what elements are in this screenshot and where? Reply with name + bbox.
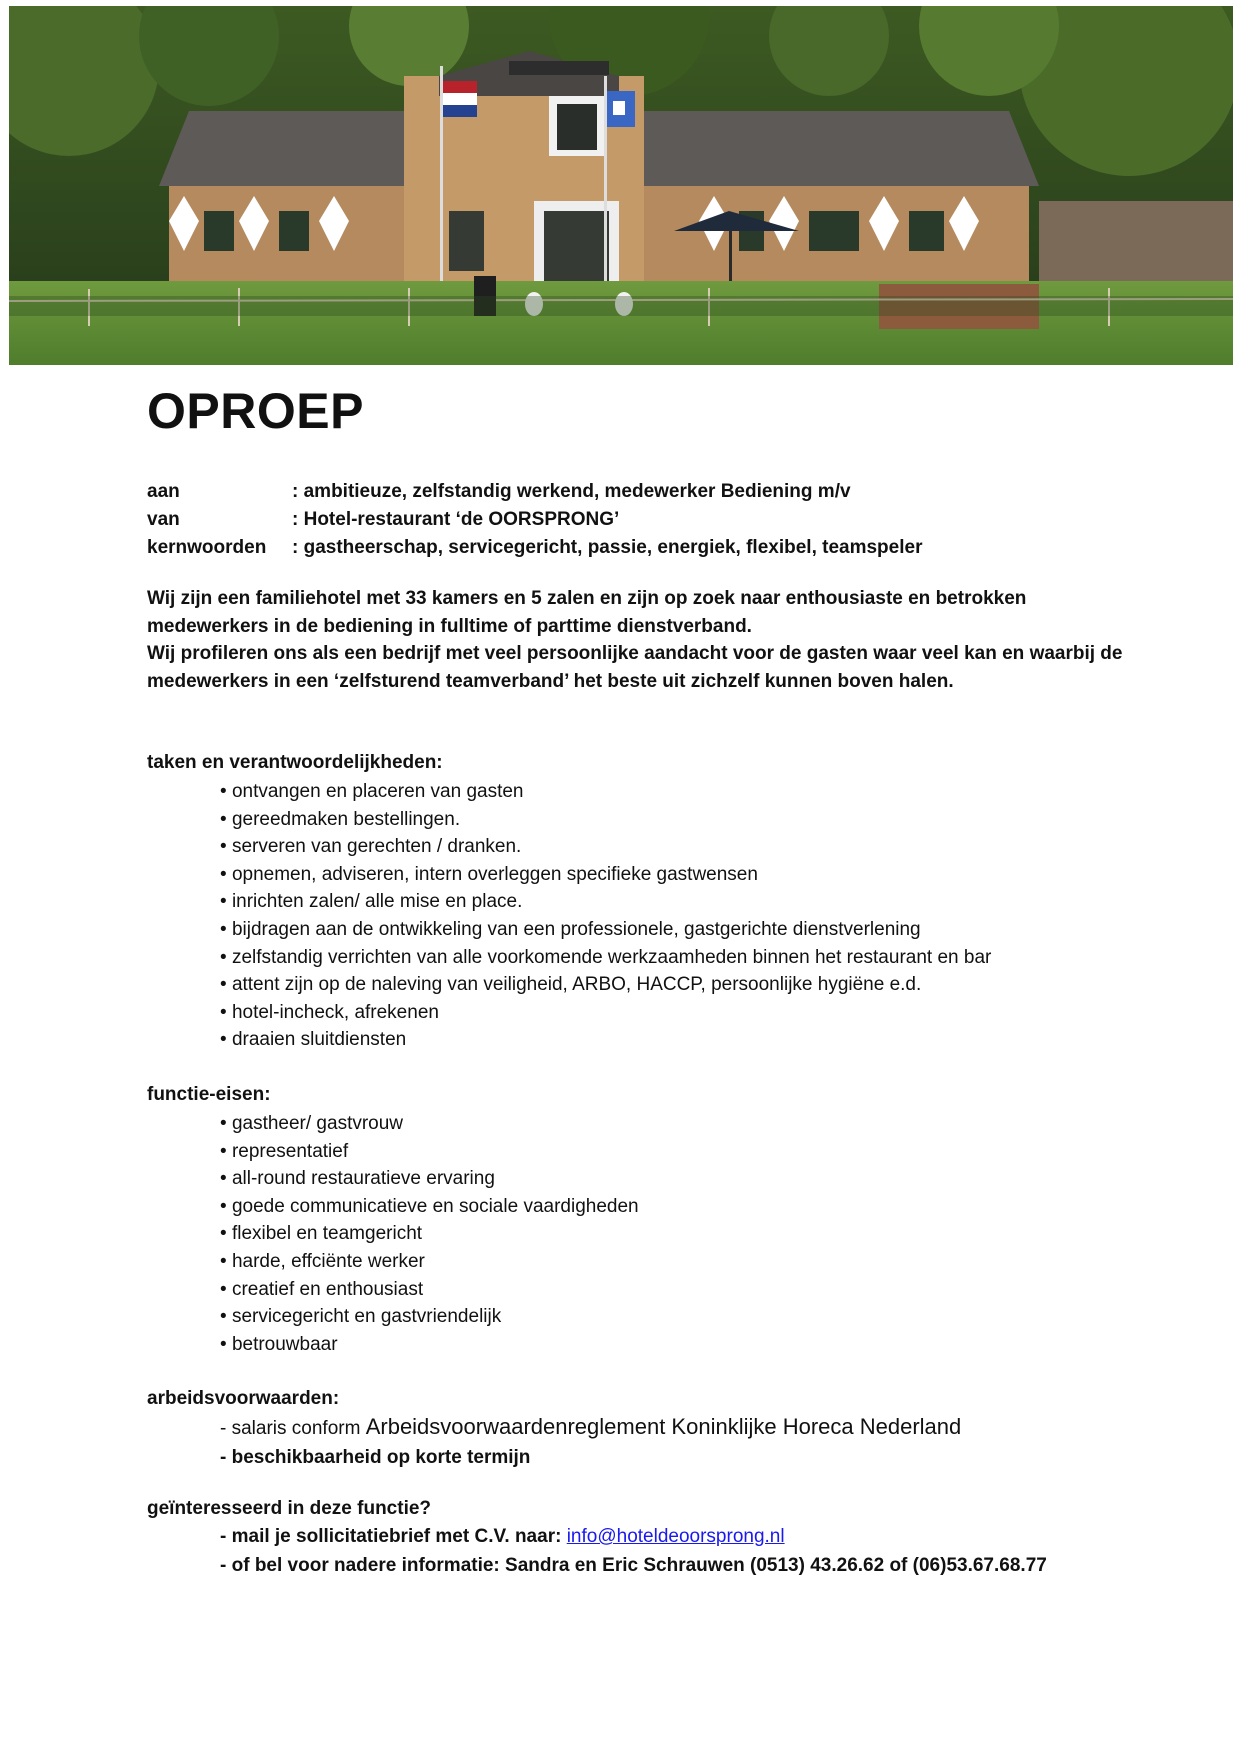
list-item: • creatief en enthousiast bbox=[220, 1276, 639, 1304]
list-item: • zelfstandig verrichten van alle voorkomende werkzaamheden binnen het restaurant en bar bbox=[220, 944, 991, 972]
page-title: OPROEP bbox=[147, 383, 364, 439]
mail-prefix: - mail je sollicitatiebrief met C.V. naar: bbox=[220, 1526, 567, 1547]
hero-photo bbox=[9, 6, 1233, 365]
list-item: • inrichten zalen/ alle mise en place. bbox=[220, 888, 991, 916]
list-item: • betrouwbaar bbox=[220, 1331, 639, 1359]
salary-reference: Arbeidsvoorwaardenreglement Koninklijke Horeca Nederland bbox=[365, 1414, 962, 1439]
section-heading-interesse: geïnteresseerd in deze functie? bbox=[147, 1498, 432, 1519]
list-item: • all-round restauratieve ervaring bbox=[220, 1165, 639, 1193]
field-aan bbox=[147, 478, 922, 506]
phone-line: - of bel voor nadere informatie: Sandra en Eric Schrauwen (0513) 43.26.62 of (06)53.67.68.77 bbox=[220, 1555, 1047, 1576]
intro-paragraph-1: Wij zijn een familiehotel met 33 kamers en 5 zalen en zijn op zoek naar enthousiaste en betrokken medewerkers in de bediening in fulltime of parttime dienstverband. bbox=[147, 588, 1027, 637]
hotel-photo-illustration bbox=[9, 6, 1233, 365]
field-value: : Hotel-restaurant ‘de OORSPRONG’ bbox=[292, 509, 620, 530]
salary-line bbox=[220, 1412, 961, 1443]
list-item: • servicegericht en gastvriendelijk bbox=[220, 1303, 639, 1331]
field-key: van bbox=[147, 509, 180, 530]
list-item: • gastheer/ gastvrouw bbox=[220, 1110, 639, 1138]
field-key: kernwoorden bbox=[147, 537, 267, 558]
field-kernwoorden bbox=[147, 534, 922, 562]
email-link[interactable]: info@hoteldeoorsprong.nl bbox=[566, 1526, 785, 1547]
contact-info bbox=[220, 1522, 1047, 1580]
eisen-list bbox=[220, 1110, 639, 1358]
availability-line: - beschikbaarheid op korte termijn bbox=[220, 1447, 531, 1468]
list-item: • goede communicatieve en sociale vaardigheden bbox=[220, 1193, 639, 1221]
header-fields bbox=[147, 478, 922, 562]
intro-text bbox=[147, 585, 1137, 695]
list-item: • bijdragen aan de ontwikkeling van een professionele, gastgerichte dienstverlening bbox=[220, 916, 991, 944]
section-heading-taken: taken en verantwoordelijkheden: bbox=[147, 752, 443, 773]
field-key: aan bbox=[147, 481, 180, 502]
arbeid-conditions bbox=[220, 1412, 961, 1472]
list-item: • flexibel en teamgericht bbox=[220, 1220, 639, 1248]
taken-list bbox=[220, 778, 991, 1054]
section-heading-arbeid: arbeidsvoorwaarden: bbox=[147, 1388, 340, 1409]
intro-paragraph-2: Wij profileren ons als een bedrijf met veel persoonlijke aandacht voor de gasten waar veel kan en waarbij de medewerkers in een ‘zelfsturend teamverband’ het beste uit zichzelf kunnen boven halen. bbox=[147, 643, 1123, 692]
list-item: • opnemen, adviseren, intern overleggen specifieke gastwensen bbox=[220, 861, 991, 889]
field-value: : gastheerschap, servicegericht, passie, energiek, flexibel, teamspeler bbox=[292, 537, 923, 558]
salary-prefix: - salaris conform bbox=[220, 1418, 366, 1439]
section-heading-eisen: functie-eisen: bbox=[147, 1084, 271, 1105]
mail-line bbox=[220, 1522, 1047, 1551]
list-item: • harde, effciënte werker bbox=[220, 1248, 639, 1276]
list-item: • draaien sluitdiensten bbox=[220, 1026, 991, 1054]
field-van bbox=[147, 506, 922, 534]
list-item: • ontvangen en placeren van gasten bbox=[220, 778, 991, 806]
list-item: • attent zijn op de naleving van veiligheid, ARBO, HACCP, persoonlijke hygiëne e.d. bbox=[220, 971, 991, 999]
list-item: • serveren van gerechten / dranken. bbox=[220, 833, 991, 861]
list-item: • representatief bbox=[220, 1138, 639, 1166]
field-value: : ambitieuze, zelfstandig werkend, medewerker Bediening m/v bbox=[292, 481, 851, 502]
list-item: • gereedmaken bestellingen. bbox=[220, 806, 991, 834]
list-item: • hotel-incheck, afrekenen bbox=[220, 999, 991, 1027]
